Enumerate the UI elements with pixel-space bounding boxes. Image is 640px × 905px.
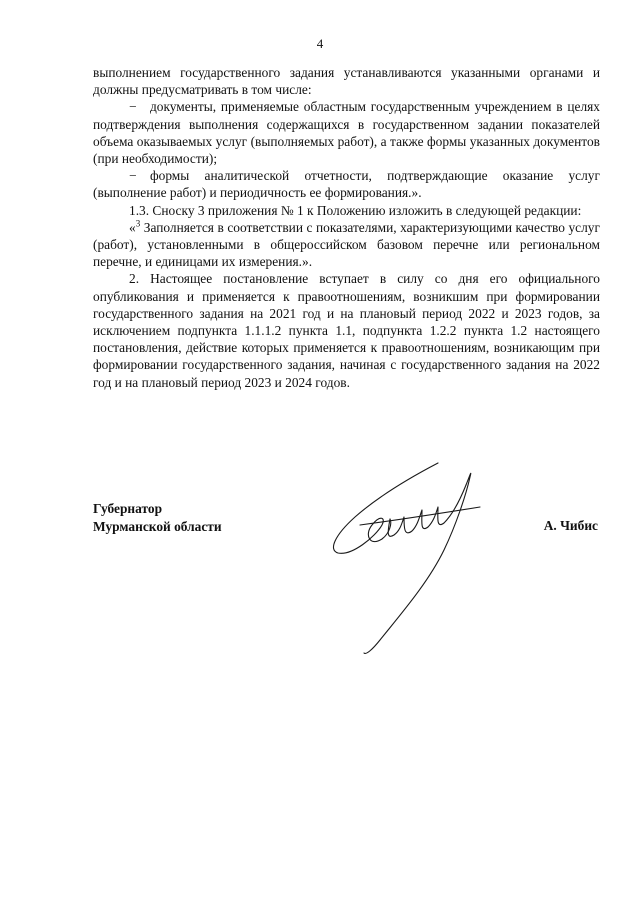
list-item-reporting-forms: − формы аналитической отчетности, подтверждающие оказание услуг (выполнение работ) и периодичность ее формирования.».: [93, 168, 600, 201]
footnote-text: [93, 219, 600, 271]
page-number: 4: [316, 36, 324, 51]
signatory-title-line1: Губернатор: [93, 501, 163, 516]
clause-1-3: 1.3. Сноску 3 приложения № 1 к Положению изложить в следующей редакции:: [129, 202, 582, 218]
signatory-name: А. Чибис: [543, 518, 598, 533]
signatory-title: [93, 500, 222, 535]
clause-2: 2. Настоящее постановление вступает в силу со дня его официального опубликования и применяется к правоотношениям, возникшим при формировании государственного задания на 2021 год и на плановый период 2022 и 2023 годов, за исключением подпункта 1.1.1.2 пункта 1.1, подпункта 1.2.2 пункта 1.2 настоящего постановления, действие которых применяется к правоотношениям, возникающим при формировании государственного задания, начиная с государственного задания на 2022 год и на плановый период 2023 и 2024 годов.: [93, 271, 600, 390]
document-body: [93, 64, 600, 391]
handwritten-signature: [320, 455, 500, 665]
quote-open: «: [129, 219, 136, 235]
footnote-body: Заполняется в соответствии с показателями, характеризующими качество услуг (работ), установленными в общероссийском базовом перечне или региональном перечне, и единицами их измерения.».: [93, 219, 600, 270]
footnote-mark: 3: [135, 218, 141, 229]
list-item-documents: − документы, применяемые областным государственным учреждением в целях подтверждения выполнения содержащихся в государственном задании показателей объема оказываемых услуг (выполняемых работ), а также формы указанных документов (при необходимости);: [93, 99, 600, 167]
signatory-title-line2: Мурманской области: [93, 518, 222, 534]
paragraph: выполнением государственного задания устанавливаются указанными органами и должны предусматривать в том числе:: [93, 65, 600, 98]
